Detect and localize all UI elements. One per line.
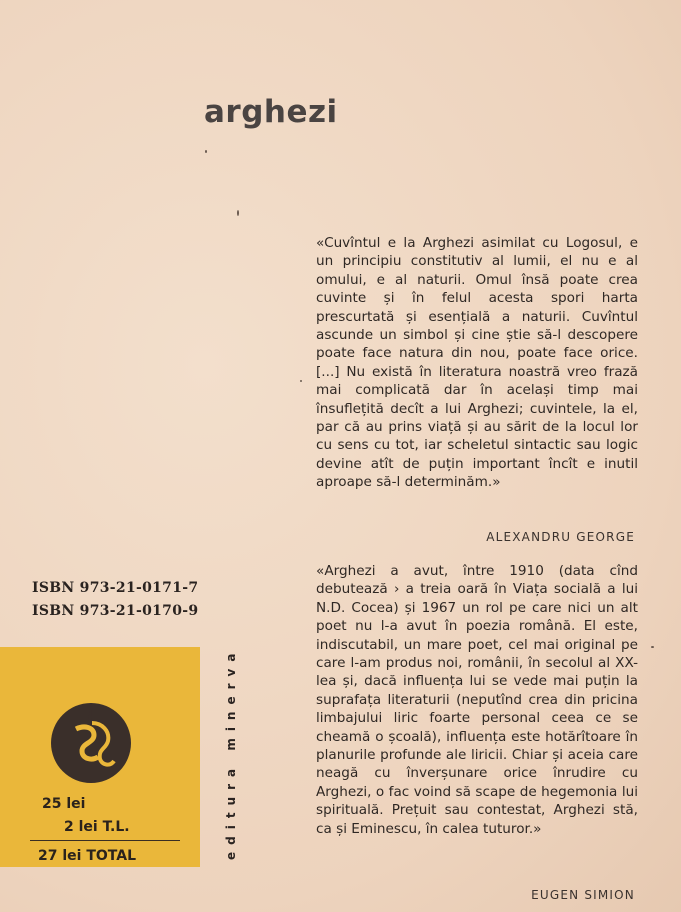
price-tl: 2 lei T.L. bbox=[64, 819, 130, 835]
book-title: arghezi bbox=[204, 94, 338, 130]
price-panel bbox=[0, 647, 200, 867]
isbn-line-1: ISBN 973-21-0171-7 bbox=[32, 580, 199, 596]
isbn-line-2: ISBN 973-21-0170-9 bbox=[32, 603, 199, 619]
paper-speck bbox=[300, 380, 302, 382]
paper-speck bbox=[205, 150, 207, 153]
quote-simion: «Arghezi a avut, între 1910 (data cînd debutează › a treia oară în Viața socială a lui N.D. Cocea) și 1967 un rol pe care nici un alt poet nu l-a avut în poezia română. El este, indiscutabil, un mare poet, cel mai original pe care l-am produs noi, românii, în secolul al XX-lea și, dacă influența lui se vede mai puțin la suprafața literaturii (neputînd crea din pricina limbajului liric foarte personal ceea ce se cheamă o școală), influența este hotărîtoare în planurile profunde ale liricii. Chiar și aceia care neagă cu înverșunare orice înrudire cu Arghezi, o fac voind să scape de hegemonia lui spirituală. Prețuit sau contestat, Arghezi stă, ca și Eminescu, în calea tuturor.» bbox=[316, 563, 638, 837]
quote-george: «Cuvîntul e la Arghezi asimilat cu Logosul, e un principiu constitutiv al lumii, el nu e al omului, e al naturii. Omul însă poate crea cuvinte și în felul acesta spori harta prescurtată și esențială a naturii. Cuvîntul ascunde un simbol și cine știe să-l descopere poate face natura din nou, poate face orice. [...] Nu există în literatura noastră vreo frază mai complicată dar în același timp mai însuflețită decît a lui Arghezi; cuvintele, la el, par că au prins viață și au sărit de la locul lor cu sens cu tot, iar scheletul sintactic sau logic devine atît de puțin important încît e inutil aproape să-l determinăm.» bbox=[316, 235, 638, 491]
paper-speck bbox=[651, 646, 654, 648]
quote-author-simion: EUGEN SIMION bbox=[531, 888, 635, 902]
price-base: 25 lei bbox=[42, 796, 86, 812]
quote-author-george: ALEXANDRU GEORGE bbox=[486, 530, 635, 544]
minerva-logo-icon bbox=[48, 699, 134, 785]
price-total: 27 lei TOTAL bbox=[38, 848, 136, 864]
publisher-vertical-label: editura minerva bbox=[224, 646, 238, 860]
paper-speck bbox=[237, 210, 239, 216]
price-divider bbox=[30, 840, 180, 841]
